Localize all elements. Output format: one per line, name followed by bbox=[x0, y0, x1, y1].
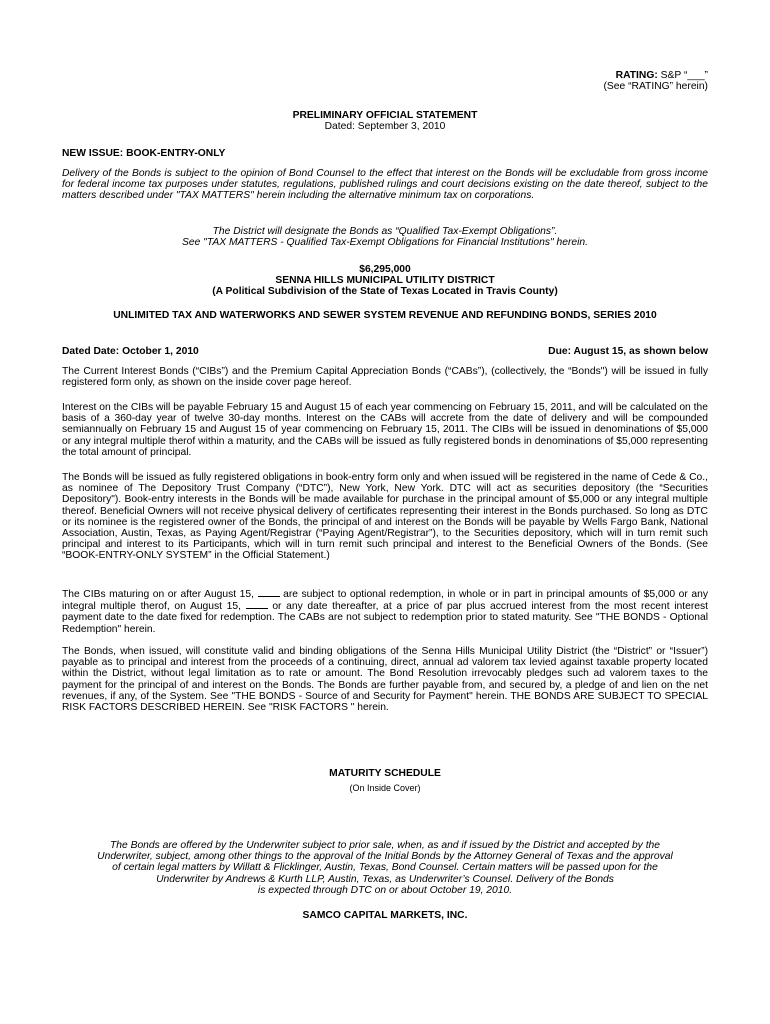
maturity-schedule bbox=[62, 768, 708, 794]
redemption-blank-2 bbox=[246, 600, 268, 609]
issuer-subdivision: (A Political Subdivision of the State of Texas Located in Travis County) bbox=[212, 286, 558, 298]
designation-line-2: See "TAX MATTERS - Qualified Tax-Exempt Obligations for Financial Institutions" herein. bbox=[181, 237, 588, 249]
statement-date: Dated: September 3, 2010 bbox=[324, 121, 446, 133]
paragraph-bonds-description: The Current Interest Bonds (“CIBs”) and the Premium Capital Appreciation Bonds (“CABs”), (collectively, the “Bonds") will be issued in fully registered form only, as shown on the inside cover page hereof. bbox=[62, 366, 708, 389]
maturity-title: MATURITY SCHEDULE bbox=[329, 768, 441, 779]
rating-label: RATING: bbox=[615, 70, 658, 81]
due-date: Due: August 15, as shown below bbox=[548, 346, 708, 357]
underwriter: SAMCO CAPITAL MARKETS, INC. bbox=[302, 910, 468, 921]
paragraph-redemption bbox=[62, 588, 708, 635]
paragraph-obligations: The Bonds, when issued, will constitute valid and binding obligations of the Senna Hills Municipal Utility District (the “District” or “Issuer”) payable as to principal and interest from the proceeds of a continuing, direct, annual ad valorem tax levied against taxable property located within the District, without legal limitation as to rate or amount. The Bond Resolution irrevocably pledges such ad valorem taxes to the payment for the principal of and interest on the Bonds. The Bonds are further payable from, and secured by, a pledge of and lien on the net revenues, if any, of the System. See "THE BONDS - Source of and Security for Payment" herein. THE BONDS ARE SUBJECT TO SPECIAL RISK FACTORS DESCRIBED HEREIN. See "RISK FACTORS " herein. bbox=[62, 646, 708, 714]
paragraph-book-entry: The Bonds will be issued as fully registered obligations in book-entry form only and when issued will be registered in the name of Cede & Co., as nominee of The Depository Trust Company (“DTC”), New York, New York. DTC will act as securities depository (the “Securities Depository"). Book-entry interests in the Bonds will be made available for purchase in the principal amount of $5,000 or any integral multiple thereof. Beneficial Owners will not receive physical delivery of certificates representing their interest in the Bonds purchased. So long as DTC or its nominee is the registered owner of the Bonds, the principal of and interest on the Bonds will be payable by Wells Fargo Bank, National Association, Austin, Texas, as Paying Agent/Registrar (“Paying Agent/Registrar”), to the Securities depository, which will in turn remit such principal and interest to its Participants, which will in turn remit such principal and interest to the Beneficial Owners of the Bonds. (See “BOOK-ENTRY-ONLY SYSTEM” in the Official Statement.) bbox=[62, 472, 708, 562]
issuer-block bbox=[62, 264, 708, 298]
offering-terms bbox=[62, 840, 708, 896]
issue-type: NEW ISSUE: BOOK-ENTRY-ONLY bbox=[62, 148, 226, 159]
designation-line-1: The District will designate the Bonds as “Qualified Tax-Exempt Obligations”. bbox=[212, 226, 558, 237]
dates-row bbox=[62, 346, 708, 357]
maturity-note: (On Inside Cover) bbox=[349, 783, 421, 794]
rating-line bbox=[62, 70, 708, 81]
rating-note: (See “RATING” herein) bbox=[603, 81, 708, 93]
offering-line-1: The Bonds are offered by the Underwriter subject to prior sale, when, as and if issued by the District and accepted by the bbox=[109, 840, 661, 851]
dated-date: Dated Date: October 1, 2010 bbox=[62, 346, 199, 357]
offering-line-4: Underwriter by Andrews & Kurth LLP, Austin, Texas, as Underwriter’s Counsel. Delivery of the Bonds bbox=[156, 873, 614, 885]
offering-line-2: Underwriter, subject, among other things to the approval of the Initial Bonds by the Attorney General of Texas and the approval bbox=[97, 851, 673, 863]
tax-opinion: Delivery of the Bonds is subject to the opinion of Bond Counsel to the effect that interest on the Bonds will be excludable from gross income for federal income tax purposes under statutes, regulations, published rulings and court decisions existing on the date thereof, subject to the matters described under "TAX MATTERS" herein including the alternative minimum tax on corporations. bbox=[62, 168, 708, 202]
rating-value: S&P “___” bbox=[660, 70, 708, 81]
offering-line-3: of certain legal matters by Willatt & Flicklinger, Austin, Texas, Bond Counsel. Certain matters will be passed upon for the bbox=[112, 862, 658, 874]
redemption-text-2: are subject to optional redemption, in whole or in part in principal amounts of $5,000 or any integral multiple therof, on August 15, bbox=[62, 589, 708, 613]
issue-amount: $6,295,000 bbox=[359, 264, 411, 275]
offering-line-5: is expected through DTC on or about October 19, 2010. bbox=[257, 884, 513, 896]
redemption-text-3: or any date thereafter, at a price of par plus accrued interest from the most recent interest payment date to the date fixed for redemption. The CABs are not subject to redemption prior to stated maturity. See "THE BONDS - Optional Redemption" herein. bbox=[62, 601, 708, 635]
redemption-text-1: The CIBs maturing on or after August 15, bbox=[62, 589, 258, 600]
designation bbox=[62, 226, 708, 248]
paragraph-interest: Interest on the CIBs will be payable February 15 and August 15 of each year commencing on February 15, 2011, and will be calculated on the basis of a 360-day year of twelve 30-day months. Interest on the CABs will accrete from the date of delivery and will be compounded semiannually on February 15 and August 15 of year commencing on February 15, 2011. The CIBs will be issued in denominations of $5,000 or any integral multiple therof within a maturity, and the CABs will be issued as fully registered bonds in denominations of $5,000 representing the total amount of principal. bbox=[62, 402, 708, 458]
statement-header bbox=[62, 110, 708, 132]
page-title: PRELIMINARY OFFICIAL STATEMENT bbox=[292, 110, 478, 121]
rating-block bbox=[62, 70, 708, 92]
issuer-name: SENNA HILLS MUNICIPAL UTILITY DISTRICT bbox=[275, 275, 495, 287]
redemption-blank-1 bbox=[258, 588, 280, 597]
bond-title: UNLIMITED TAX AND WATERWORKS AND SEWER SYSTEM REVENUE AND REFUNDING BONDS, SERIES 2010 bbox=[113, 310, 657, 321]
